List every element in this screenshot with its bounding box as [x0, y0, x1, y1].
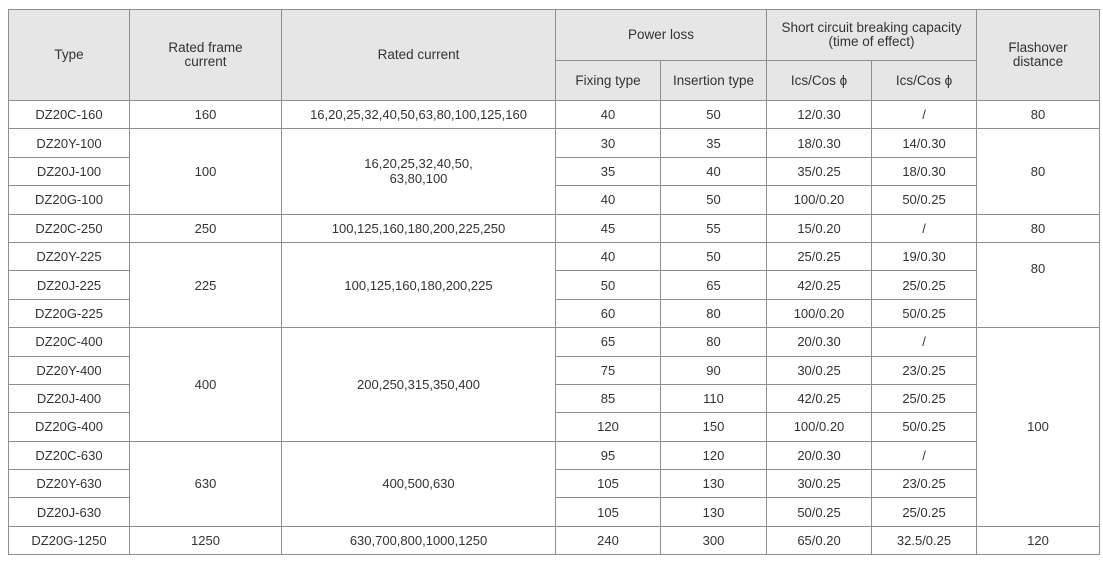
cell-ics-1: 100/0.20	[767, 186, 872, 214]
cell-insertion: 50	[661, 101, 767, 129]
cell-ics-2: 19/0.30	[872, 242, 977, 270]
cell-insertion: 80	[661, 299, 767, 327]
cell-ics-1: 50/0.25	[767, 498, 872, 526]
cell-insertion: 130	[661, 470, 767, 498]
cell-type: DZ20G-1250	[9, 526, 130, 554]
table-row	[9, 441, 1100, 469]
cell-type: DZ20G-225	[9, 299, 130, 327]
cell-insertion: 35	[661, 129, 767, 157]
table-row	[9, 328, 1100, 356]
cell-fixing: 40	[556, 242, 661, 270]
cell-type: DZ20J-630	[9, 498, 130, 526]
cell-fixing: 40	[556, 101, 661, 129]
cell-ics-2: 25/0.25	[872, 384, 977, 412]
cell-frame-current: 250	[130, 214, 282, 242]
cell-ics-1: 100/0.20	[767, 413, 872, 441]
cell-frame-current: 160	[130, 101, 282, 129]
cell-ics-1: 42/0.25	[767, 271, 872, 299]
cell-flashover: 120	[977, 526, 1100, 554]
cell-insertion: 50	[661, 242, 767, 270]
cell-type: DZ20Y-225	[9, 242, 130, 270]
cell-ics-1: 12/0.30	[767, 101, 872, 129]
cell-type: DZ20J-225	[9, 271, 130, 299]
cell-ics-1: 42/0.25	[767, 384, 872, 412]
cell-type: DZ20C-250	[9, 214, 130, 242]
cell-ics-2: /	[872, 328, 977, 356]
cell-fixing: 35	[556, 157, 661, 185]
header-row-1	[9, 10, 1100, 61]
cell-fixing: 240	[556, 526, 661, 554]
cell-type: DZ20Y-630	[9, 470, 130, 498]
cell-ics-2: 14/0.30	[872, 129, 977, 157]
cell-insertion: 150	[661, 413, 767, 441]
cell-ics-2: 50/0.25	[872, 413, 977, 441]
cell-ics-1: 20/0.30	[767, 441, 872, 469]
cell-ics-1: 65/0.20	[767, 526, 872, 554]
cell-ics-1: 15/0.20	[767, 214, 872, 242]
header-ics-cos-2: Ics/Cos ϕ	[872, 61, 977, 101]
cell-rated-current: 400,500,630	[282, 441, 556, 526]
cell-fixing: 60	[556, 299, 661, 327]
cell-fixing: 65	[556, 328, 661, 356]
cell-ics-2: 25/0.25	[872, 498, 977, 526]
cell-flashover: 80	[977, 129, 1100, 214]
cell-ics-2: 50/0.25	[872, 186, 977, 214]
cell-insertion: 65	[661, 271, 767, 299]
header-rated-frame-current: Rated frame current	[130, 10, 282, 101]
cell-ics-2: /	[872, 441, 977, 469]
cell-ics-1: 20/0.30	[767, 328, 872, 356]
cell-type: DZ20Y-100	[9, 129, 130, 157]
cell-ics-2: /	[872, 214, 977, 242]
cell-ics-2: 23/0.25	[872, 470, 977, 498]
cell-fixing: 30	[556, 129, 661, 157]
cell-flashover: 80	[977, 101, 1100, 129]
cell-frame-current: 225	[130, 242, 282, 327]
table-row	[9, 214, 1100, 242]
cell-frame-current: 1250	[130, 526, 282, 554]
table-row	[9, 526, 1100, 554]
cell-insertion: 80	[661, 328, 767, 356]
cell-ics-1: 30/0.25	[767, 470, 872, 498]
cell-rated-current: 16,20,25,32,40,50, 63,80,100	[282, 129, 556, 214]
cell-fixing: 40	[556, 186, 661, 214]
header-fixing-type: Fixing type	[556, 61, 661, 101]
cell-type: DZ20C-160	[9, 101, 130, 129]
cell-ics-1: 100/0.20	[767, 299, 872, 327]
cell-type: DZ20C-400	[9, 328, 130, 356]
cell-flashover: 80	[977, 242, 1100, 327]
cell-ics-2: 32.5/0.25	[872, 526, 977, 554]
cell-flashover: 100	[977, 328, 1100, 527]
cell-ics-1: 35/0.25	[767, 157, 872, 185]
cell-insertion: 120	[661, 441, 767, 469]
cell-type: DZ20J-400	[9, 384, 130, 412]
cell-insertion: 110	[661, 384, 767, 412]
header-rated-current: Rated current	[282, 10, 556, 101]
header-power-loss: Power loss	[556, 10, 767, 61]
cell-fixing: 120	[556, 413, 661, 441]
cell-insertion: 300	[661, 526, 767, 554]
header-short-circuit: Short circuit breaking capacity (time of effect)	[767, 10, 977, 61]
cell-ics-2: 23/0.25	[872, 356, 977, 384]
cell-type: DZ20C-630	[9, 441, 130, 469]
cell-ics-2: /	[872, 101, 977, 129]
cell-type: DZ20G-100	[9, 186, 130, 214]
cell-rated-current: 100,125,160,180,200,225	[282, 242, 556, 327]
cell-ics-1: 25/0.25	[767, 242, 872, 270]
spec-table	[8, 9, 1100, 555]
cell-fixing: 105	[556, 470, 661, 498]
cell-fixing: 45	[556, 214, 661, 242]
cell-ics-2: 50/0.25	[872, 299, 977, 327]
cell-flashover: 80	[977, 214, 1100, 242]
cell-insertion: 130	[661, 498, 767, 526]
cell-insertion: 40	[661, 157, 767, 185]
header-type: Type	[9, 10, 130, 101]
cell-rated-current: 200,250,315,350,400	[282, 328, 556, 442]
cell-fixing: 50	[556, 271, 661, 299]
cell-ics-1: 30/0.25	[767, 356, 872, 384]
header-ics-cos-1: Ics/Cos ϕ	[767, 61, 872, 101]
cell-fixing: 105	[556, 498, 661, 526]
cell-insertion: 55	[661, 214, 767, 242]
cell-ics-2: 25/0.25	[872, 271, 977, 299]
cell-ics-2: 18/0.30	[872, 157, 977, 185]
header-flashover-distance: Flashover distance	[977, 10, 1100, 101]
cell-frame-current: 630	[130, 441, 282, 526]
cell-ics-1: 18/0.30	[767, 129, 872, 157]
table-row	[9, 129, 1100, 157]
header-insertion-type: Insertion type	[661, 61, 767, 101]
cell-frame-current: 400	[130, 328, 282, 442]
cell-insertion: 50	[661, 186, 767, 214]
cell-insertion: 90	[661, 356, 767, 384]
cell-frame-current: 100	[130, 129, 282, 214]
table-row	[9, 242, 1100, 270]
table-row	[9, 101, 1100, 129]
cell-type: DZ20J-100	[9, 157, 130, 185]
cell-type: DZ20Y-400	[9, 356, 130, 384]
cell-type: DZ20G-400	[9, 413, 130, 441]
cell-fixing: 75	[556, 356, 661, 384]
cell-rated-current: 16,20,25,32,40,50,63,80,100,125,160	[282, 101, 556, 129]
cell-rated-current: 100,125,160,180,200,225,250	[282, 214, 556, 242]
cell-fixing: 95	[556, 441, 661, 469]
cell-fixing: 85	[556, 384, 661, 412]
cell-rated-current: 630,700,800,1000,1250	[282, 526, 556, 554]
